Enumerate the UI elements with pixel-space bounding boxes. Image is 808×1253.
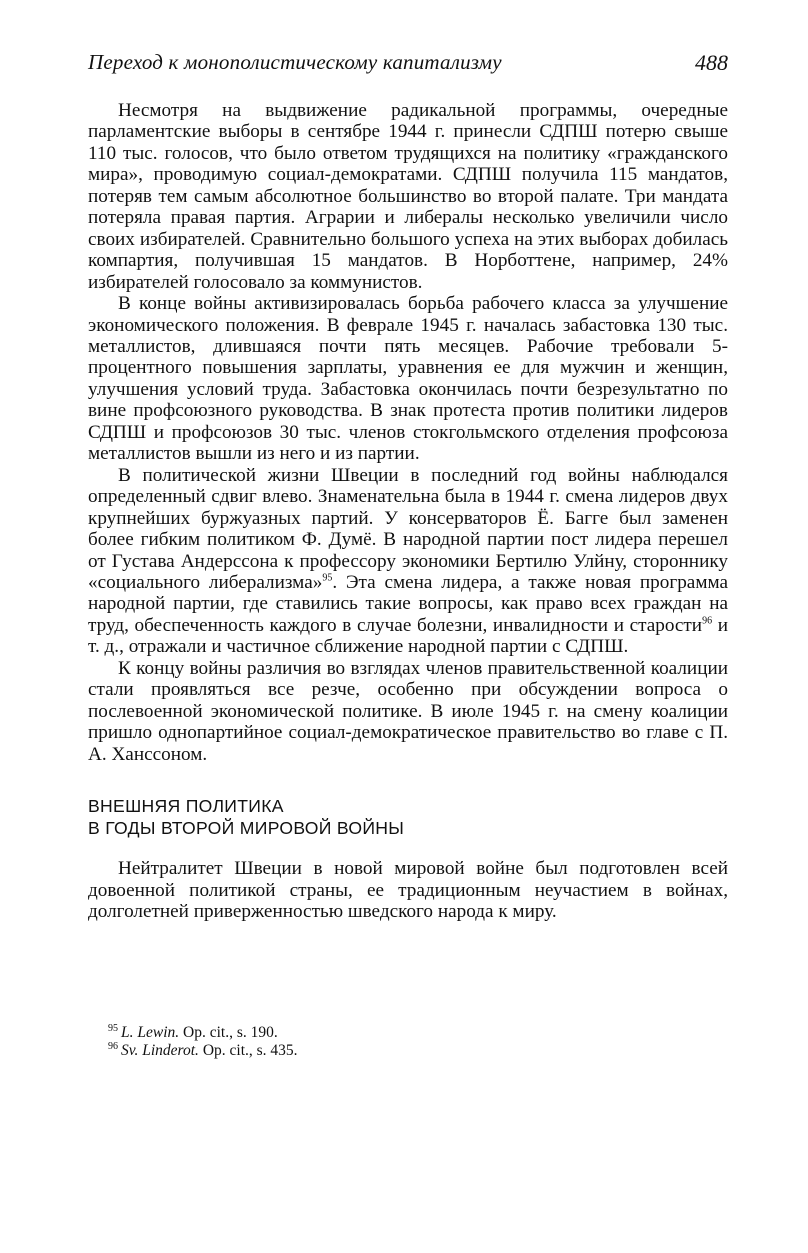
section-heading-line-1: ВНЕШНЯЯ ПОЛИТИКА — [88, 796, 284, 817]
paragraph-3 — [88, 465, 728, 658]
footnotes — [88, 1024, 728, 1060]
paragraph-text: В политической жизни Швеции в последний год войны наблюдался определенный сдвиг влево. Знаменательна была в 1944 г. смена лидеров двух крупнейших буржуазных партий. У консерваторов Ё. Багге был заменен более гибким политиком Ф. Думё. В народной партии пост лидера перешел от Густава Андерссона к профессору экономики Бертилю Улйну, стороннику «социального либерализма» — [88, 464, 728, 593]
section-heading — [88, 795, 728, 839]
paragraph-text: Нейтралитет Швеции в новой мировой войне был подготовлен всей довоенной политикой страны, ее традиционным неучастием в войнах, долголетней приверженностью шведского народа к миру. — [88, 858, 728, 922]
paragraph-text: и т. д., отражали и частичное сближение народной партии с СДПШ. — [88, 614, 728, 658]
page-header — [88, 50, 728, 82]
running-title: Переход к монополистическому капитализму — [88, 50, 502, 74]
footnote-citation: Op. cit., s. 435. — [198, 1042, 298, 1059]
footnote-96 — [88, 1042, 728, 1060]
footnote-ref-96[interactable]: 96 — [702, 615, 713, 627]
footnote-95 — [88, 1024, 728, 1042]
footnote-author: Sv. Linderot. — [121, 1042, 199, 1059]
paragraph-text: . Эта смена лидера, а также новая программа народной партии, где ставились такие вопросы, как право всех граждан на труд, обеспеченность каждого в случае болезни, инвалидности и старости — [88, 571, 728, 636]
paragraph-1 — [88, 100, 728, 293]
footnote-number: 95 — [108, 1022, 118, 1034]
footnote-citation: Op. cit., s. 190. — [179, 1024, 278, 1041]
page-number: 488 — [695, 50, 728, 75]
paragraph-4 — [88, 658, 728, 765]
footnote-number: 96 — [108, 1040, 118, 1052]
footnote-ref-95[interactable]: 95 — [322, 572, 333, 584]
section-heading-line-2: В ГОДЫ ВТОРОЙ МИРОВОЙ ВОЙНЫ — [88, 818, 405, 839]
paragraph-text: К концу войны различия во взглядах членов правительственной коалиции стали проявляться все резче, особенно при обсуждении вопроса о послевоенной экономической политике. В июле 1945 г. на смену коалиции пришло однопартийное социал-демократическое правительство во главе с П. А. Ханссоном. — [88, 657, 728, 765]
paragraph-5 — [88, 858, 728, 922]
paragraph-2 — [88, 293, 728, 465]
paragraph-text: Несмотря на выдвижение радикальной программы, очередные парламентские выборы в сентябре 1944 г. принесли СДПШ потерю свыше 110 тыс. голосов, что было ответом трудящихся на политику «гражданского мира», проводимую социал-демократами. СДПШ получила 115 мандатов, потеряв тем самым абсолютное большинство во второй палате. Три мандата потеряла правая партия. Аграрии и либералы несколько увеличили число своих избирателей. Сравнительно большого успеха на этих выборах добилась компартия, получившая 15 мандатов. В Норботтене, например, 24% избирателей голосовало за коммунистов. — [88, 100, 728, 293]
footnote-author: L. Lewin. — [121, 1024, 180, 1041]
main-text — [88, 100, 728, 922]
paragraph-text: В конце войны активизировалась борьба рабочего класса за улучшение экономического положения. В феврале 1945 г. началась забастовка 130 тыс. металлистов, длившаяся почти пять месяцев. Рабочие требовали 5-процентного повышения зарплаты, уравнения ее для мужчин и женщин, улучшения условий труда. Забастовка окончилась почти безрезультатно по вине профсоюзного руководства. В знак протеста против политики лидеров СДПШ и профсоюзов 30 тыс. членов стокгольмского отделения профсоюза металлистов вышли из него и из партии. — [88, 293, 728, 465]
